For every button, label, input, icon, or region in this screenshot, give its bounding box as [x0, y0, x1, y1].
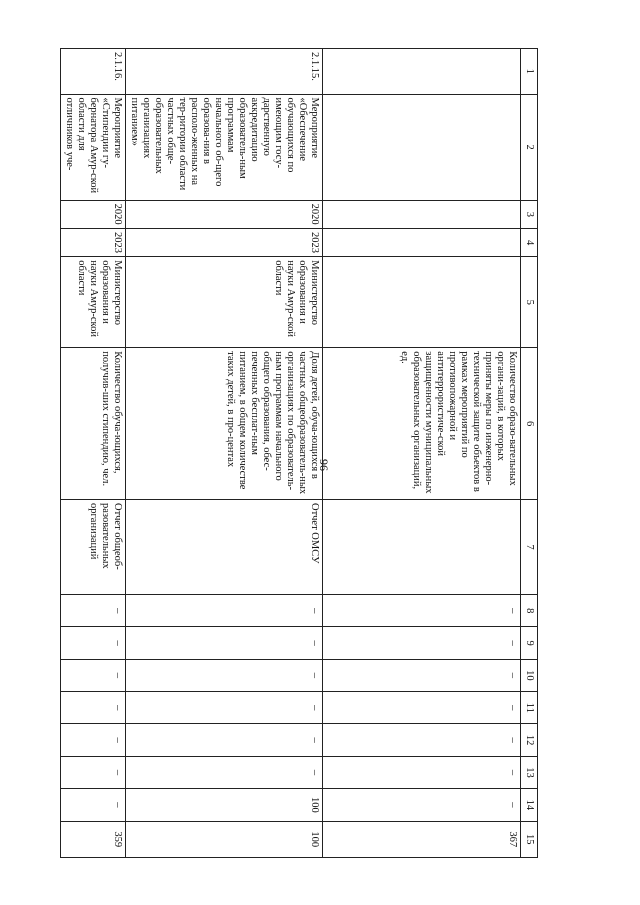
cell-value-8: – [323, 595, 521, 627]
table-row [126, 49, 323, 858]
col-header-4: 4 [521, 228, 538, 256]
cell-value-10: – [323, 659, 521, 691]
col-header-6: 6 [521, 348, 538, 500]
cell-start-year: 2020 [61, 200, 126, 228]
cell-code: 2.1.15. [126, 49, 323, 95]
cell-value-12: – [61, 724, 126, 756]
cell-executor: Министерство образования и науки Амур-ской области [61, 257, 126, 348]
cell-value-10: – [126, 659, 323, 691]
cell-value-9: – [61, 627, 126, 659]
cell-value-13: – [61, 756, 126, 788]
cell-end-year: 2023 [61, 228, 126, 256]
table-row [61, 49, 126, 858]
cell-activity: Мероприятие «Обеспечение обучающихся по имеющим госу-дарственную аккредитацию образователь-ным программам начального об-щего образова-ния в располо-женных на тер-ритории области частных обще-образовательных организациях питанием» [126, 94, 323, 200]
cell-indicator: Количество обуча-ющихся, получив-ших стипендию, чел. [61, 348, 126, 500]
cell-source: Отчет общеоб-разовательных организаций [61, 499, 126, 594]
cell-start-year: 2020 [126, 200, 323, 228]
cell-value-9: – [126, 627, 323, 659]
col-header-13: 13 [521, 756, 538, 788]
col-header-12: 12 [521, 724, 538, 756]
cell-value-13: – [126, 756, 323, 788]
cell-value-15: 100 [126, 821, 323, 857]
col-header-3: 3 [521, 200, 538, 228]
cell-activity: Мероприятие «Стипендии гу-бернатора Амур-ской области для отличников уче- [61, 94, 126, 200]
col-header-15: 15 [521, 821, 538, 857]
cell-value-9: – [323, 627, 521, 659]
col-header-10: 10 [521, 659, 538, 691]
cell-executor [323, 257, 521, 348]
header-row [521, 49, 538, 858]
cell-value-12: – [126, 724, 323, 756]
cell-value-14: – [323, 789, 521, 821]
cell-indicator: Доля детей, обуча-ющихся в частных общеобразователь-ных организациях по образователь-ным программам начального общего образования, обес-печенных бесплат-ным питанием, в общем количестве таких детей, в про-центах [126, 348, 323, 500]
col-header-14: 14 [521, 789, 538, 821]
table-row [323, 49, 521, 858]
cell-value-8: – [126, 595, 323, 627]
cell-start-year [323, 200, 521, 228]
page-number: 96 [317, 459, 331, 471]
cell-code [323, 49, 521, 95]
col-header-11: 11 [521, 692, 538, 724]
cell-value-13: – [323, 756, 521, 788]
col-header-2: 2 [521, 94, 538, 200]
rotated-table-frame [64, 48, 538, 858]
cell-source [323, 499, 521, 594]
table-canvas [64, 48, 538, 858]
cell-value-15: 367 [323, 821, 521, 857]
cell-value-15: 359 [61, 821, 126, 857]
cell-activity [323, 94, 521, 200]
cell-value-8: – [61, 595, 126, 627]
cell-value-11: – [126, 692, 323, 724]
data-table [60, 48, 538, 858]
cell-indicator: Количество образо-вательных органи-заций, в которых приняты меры по инженерно-технической защите объектов в рамках мероприятий по противопожарной и антитеррористиче-ской защищенности муниципальных образовательных организаций, ед. [323, 348, 521, 500]
cell-executor: Министерство образования и науки Амур-ской области [126, 257, 323, 348]
cell-code: 2.1.16. [61, 49, 126, 95]
col-header-1: 1 [521, 49, 538, 95]
cell-value-11: – [61, 692, 126, 724]
col-header-7: 7 [521, 499, 538, 594]
cell-value-10: – [61, 659, 126, 691]
col-header-8: 8 [521, 595, 538, 627]
cell-source: Отчет ОМСУ [126, 499, 323, 594]
col-header-5: 5 [521, 257, 538, 348]
cell-end-year [323, 228, 521, 256]
cell-value-12: – [323, 724, 521, 756]
cell-value-11: – [323, 692, 521, 724]
col-header-9: 9 [521, 627, 538, 659]
cell-end-year: 2023 [126, 228, 323, 256]
cell-value-14: 100 [126, 789, 323, 821]
cell-value-14: – [61, 789, 126, 821]
